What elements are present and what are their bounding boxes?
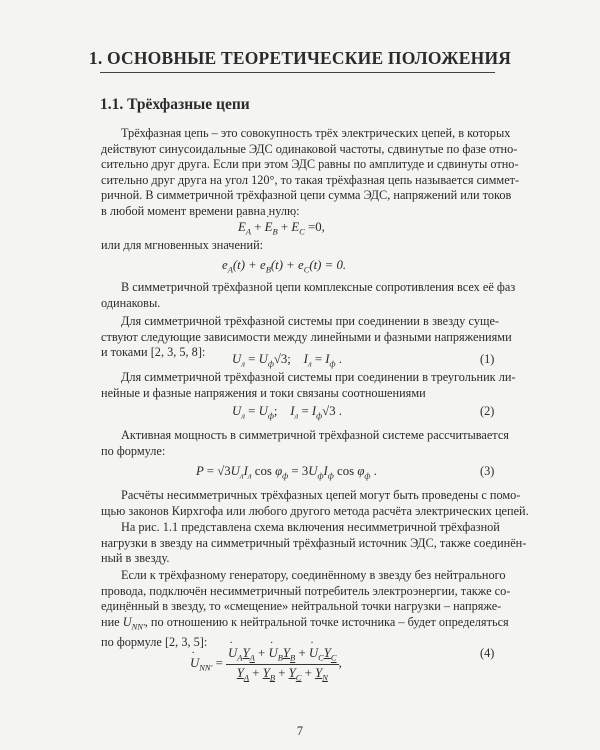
equation-4-fraction: $\frac{U ˙_AY_A + U ˙_BY_B + U ˙_CY_C}{Y_A + Y_B + Y_C + Y_N}$ <box>226 646 339 682</box>
section-title: 1.1. Трёхфазные цепи <box>100 96 250 113</box>
chapter-rule <box>100 72 495 73</box>
paragraph-neutral-shift: Если к трёхфазному генератору, соединённому в звезду без нейтрального провода, подключён несимметричный потребитель электроэнергии, также со- единённый в звезду, то «смещение» нейтральной точки нагрузки – напряже- ние U $˙_{NN'}$, по отношению к нейтральной точке источника – будет определяться по формуле [2, 3, 5]: <box>101 568 499 650</box>
equation-1-number: (1) <box>480 352 495 366</box>
equation-3: $P = √3U_лI_л$ $\cos \varphi_ф = 3U_фI_ф$ $\cos \varphi_ф$ . <box>196 464 377 481</box>
paragraph-delta-connection: Для симметричной трёхфазной системы при соединении в треугольник ли- нейные и фазные напряжения и токи связаны соотношениями <box>101 370 516 400</box>
paragraph-asymmetric-calc: Расчёты несимметричных трёхфазных цепей могут быть проведены с помо- щью законов Кирхгофа или любого другого метода расчёта электрических цепей. <box>101 488 529 518</box>
chapter-title: 1. ОСНОВНЫЕ ТЕОРЕТИЧЕСКИЕ ПОЛОЖЕНИЯ <box>88 48 512 68</box>
equation-1: $U_л = U_ф√3$; $I_л = I_ф$ . <box>232 352 342 369</box>
formula-instant-sum: $e_A(t) + e_B(t) + e_C(t) = 0$. <box>222 258 347 275</box>
paragraph-figure-reference: На рис. 1.1 представлена схема включения несимметричной трёхфазной нагрузки в звезду на симметричный трёхфазный источник ЭДС, также соединён- ный в звезду. <box>101 520 527 566</box>
paragraph-three-phase-definition: Трёхфазная цепь – это совокупность трёх электрических цепей, в которых действуют синусоидальные ЭДС одинаковой частоты, сдвинутые по фазе отно- сительно друг друга. Если при этом ЭДС равны по амплитуде и сдвинуты отно- сительно друг друга на угол 120°, то такая трёхфазная цепь называется симмет- ричной. В симметричной трёхфазной цепи сумма ЭДС, напряжений или токов в любой момент времени равна нулю: <box>101 126 520 218</box>
equation-2: $U_л = U_ф$; $I_л = I_ф√3$ . <box>232 404 342 421</box>
equation-3-number: (3) <box>480 464 495 478</box>
paragraph-impedances: В симметричной трёхфазной цепи комплексные сопротивления всех её фаз одинаковы. <box>101 280 516 310</box>
paragraph-active-power: Активная мощность в симметричной трёхфазной системе рассчитывается по формуле: <box>101 428 509 458</box>
equation-4: U $˙_{NN'}$ = $\frac{U ˙_AY_A + U ˙_BY_B + U ˙_CY_C}{Y_A + Y_B + Y_C + Y_N}$ , <box>190 646 342 682</box>
formula-emf-sum: E $˙_A + E$ $˙_B + E$ $˙_C =0$, <box>238 220 325 237</box>
equation-4-number: (4) <box>480 646 495 660</box>
paragraph-instant-values: или для мгновенных значений: <box>101 238 264 252</box>
paragraph-star-connection: Для симметричной трёхфазной системы при соединении в звезду суще- ствуют следующие зависимости между линейными и фазными напряжениями и токами [2, 3, 5, 8]: <box>101 314 512 360</box>
page-number: 7 <box>296 724 304 738</box>
equation-2-number: (2) <box>480 404 495 418</box>
